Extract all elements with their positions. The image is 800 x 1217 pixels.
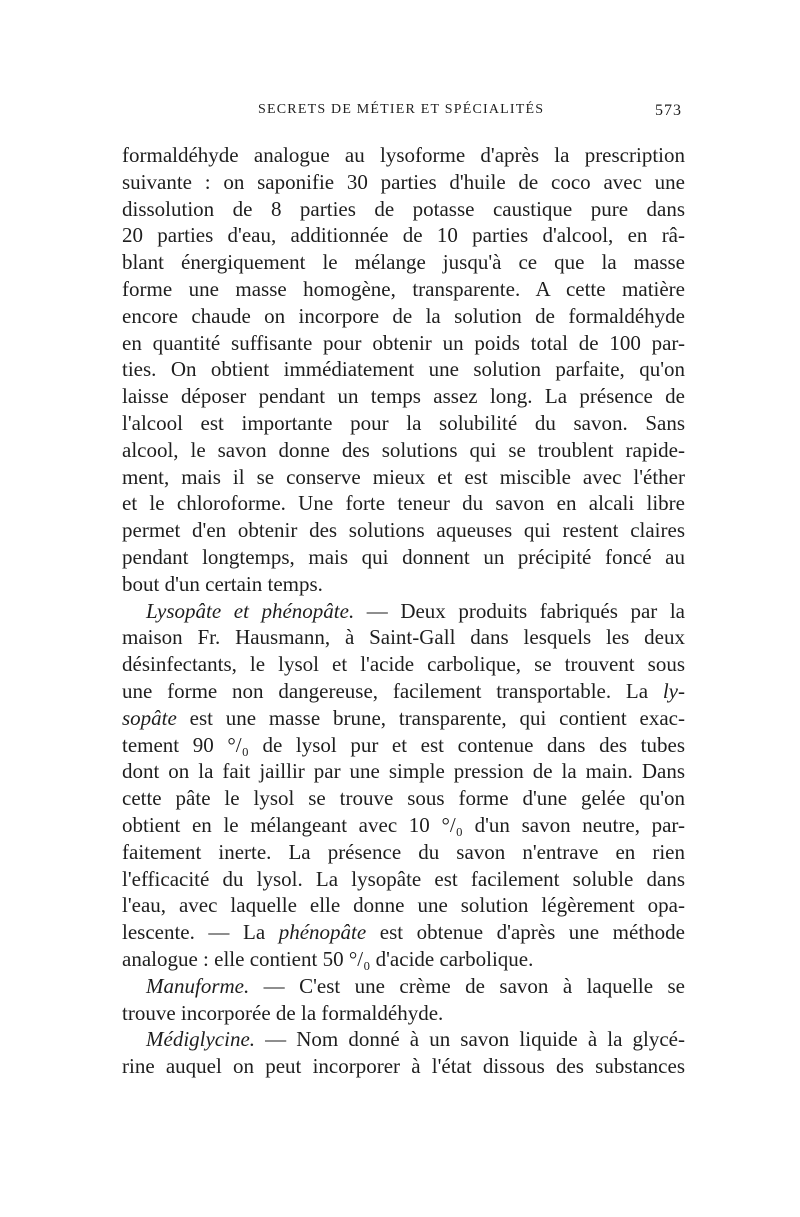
text-line bbox=[122, 866, 685, 893]
line-text: 20 parties d'eau, additionnée de 10 parties d'alcool, en râ- bbox=[122, 223, 685, 248]
text-line bbox=[122, 946, 685, 973]
line-text: l'efficacité du lysol. La lysopâte est facilement soluble dans bbox=[122, 866, 685, 891]
line-text: dont on la fait jaillir par une simple pression de la main. Dans bbox=[122, 759, 685, 784]
text-line bbox=[122, 490, 685, 517]
text-line bbox=[122, 705, 685, 732]
text-line bbox=[122, 303, 685, 330]
text-line bbox=[122, 437, 685, 464]
line-text: — Nom donné à un savon liquide à la glycé- bbox=[255, 1027, 685, 1052]
line-text: maison Fr. Hausmann, à Saint-Gall dans lesquels les deux bbox=[122, 625, 685, 650]
line-text: obtient en le mélangeant avec 10 °/₀ d'un savon neutre, par- bbox=[122, 812, 685, 837]
page-header bbox=[258, 102, 682, 124]
line-text: analogue : elle contient 50 °/₀ d'acide carbolique. bbox=[122, 946, 534, 971]
term-heading: Médiglycine. bbox=[146, 1027, 256, 1052]
text-line bbox=[122, 276, 685, 303]
line-text: formaldéhyde analogue au lysoforme d'après la prescription bbox=[122, 143, 685, 167]
line-text: est obtenue d'après une méthode bbox=[366, 920, 685, 945]
text-line bbox=[122, 464, 685, 491]
line-text: encore chaude on incorpore de la solution de formaldéhyde bbox=[122, 303, 685, 328]
line-text: — Deux produits fabriqués par la bbox=[354, 598, 685, 623]
line-text: bout d'un certain temps. bbox=[122, 571, 323, 596]
text-line bbox=[122, 1000, 685, 1027]
line-text: ties. On obtient immédiatement une solution parfaite, qu'on bbox=[122, 357, 685, 382]
line-text: est une masse brune, transparente, qui contient exac- bbox=[176, 705, 685, 730]
text-line bbox=[122, 249, 685, 276]
italic-term: ly- bbox=[662, 678, 685, 703]
line-text: pendant longtemps, mais qui donnent un précipité foncé au bbox=[122, 544, 685, 569]
term-heading: Lysopâte et phénopâte. bbox=[146, 598, 355, 623]
text-line bbox=[122, 678, 685, 705]
line-text: une forme non dangereuse, facilement transportable. La bbox=[122, 678, 663, 703]
line-text: dissolution de 8 parties de potasse caustique pure dans bbox=[122, 196, 685, 221]
line-text: l'eau, avec laquelle elle donne une solution légèrement opa- bbox=[122, 893, 685, 918]
running-title: SECRETS DE MÉTIER ET SPÉCIALITÉS bbox=[258, 102, 545, 117]
line-text: faitement inerte. La présence du savon n'entrave en rien bbox=[122, 839, 685, 864]
text-line bbox=[122, 839, 685, 866]
text-line bbox=[122, 973, 685, 1000]
text-line bbox=[122, 1026, 685, 1053]
text-line bbox=[122, 598, 685, 625]
text-line bbox=[122, 919, 685, 946]
line-text: laisse déposer pendant un temps assez long. La présence de bbox=[122, 384, 685, 409]
line-text: permet d'en obtenir des solutions aqueuses qui restent claires bbox=[122, 518, 685, 543]
line-text: — C'est une crème de savon à laquelle se bbox=[249, 973, 685, 998]
text-line bbox=[122, 892, 685, 919]
line-text: désinfectants, le lysol et l'acide carbolique, se trouvent sous bbox=[122, 652, 685, 677]
text-line bbox=[122, 732, 685, 759]
italic-term: sopâte bbox=[122, 705, 177, 730]
text-line bbox=[122, 356, 685, 383]
line-text: l'alcool est importante pour la solubilité du savon. Sans bbox=[122, 410, 685, 435]
text-line bbox=[122, 651, 685, 678]
line-text: en quantité suffisante pour obtenir un poids total de 100 par- bbox=[122, 330, 685, 355]
text-line bbox=[122, 624, 685, 651]
line-text: lescente. — La bbox=[122, 920, 279, 945]
text-line bbox=[122, 517, 685, 544]
text-line bbox=[122, 383, 685, 410]
body-text bbox=[122, 142, 685, 1080]
text-line bbox=[122, 196, 685, 223]
line-text: et le chloroforme. Une forte teneur du savon en alcali libre bbox=[122, 491, 685, 516]
line-text: forme une masse homogène, transparente. A cette matière bbox=[122, 276, 685, 301]
page-number: 573 bbox=[655, 102, 682, 119]
text-line bbox=[122, 785, 685, 812]
line-text: alcool, le savon donne des solutions qui se troublent rapide- bbox=[122, 437, 685, 462]
text-line bbox=[122, 544, 685, 571]
text-line bbox=[122, 142, 685, 169]
text-line bbox=[122, 410, 685, 437]
line-text: rine auquel on peut incorporer à l'état dissous des substances bbox=[122, 1054, 685, 1079]
text-line bbox=[122, 1053, 685, 1080]
text-line bbox=[122, 169, 685, 196]
line-text: trouve incorporée de la formaldéhyde. bbox=[122, 1000, 444, 1025]
text-line bbox=[122, 812, 685, 839]
line-text: tement 90 °/₀ de lysol pur et est contenue dans des tubes bbox=[122, 732, 685, 757]
text-line bbox=[122, 571, 685, 598]
line-text: cette pâte le lysol se trouve sous forme d'une gelée qu'on bbox=[122, 786, 685, 811]
line-text: ment, mais il se conserve mieux et est miscible avec l'éther bbox=[122, 464, 685, 489]
text-line bbox=[122, 330, 685, 357]
line-text: suivante : on saponifie 30 parties d'huile de coco avec une bbox=[122, 169, 685, 194]
italic-term: phénopâte bbox=[278, 920, 367, 945]
text-line bbox=[122, 222, 685, 249]
term-heading: Manuforme. bbox=[146, 973, 250, 998]
line-text: blant énergiquement le mélange jusqu'à ce que la masse bbox=[122, 250, 685, 275]
text-line bbox=[122, 758, 685, 785]
